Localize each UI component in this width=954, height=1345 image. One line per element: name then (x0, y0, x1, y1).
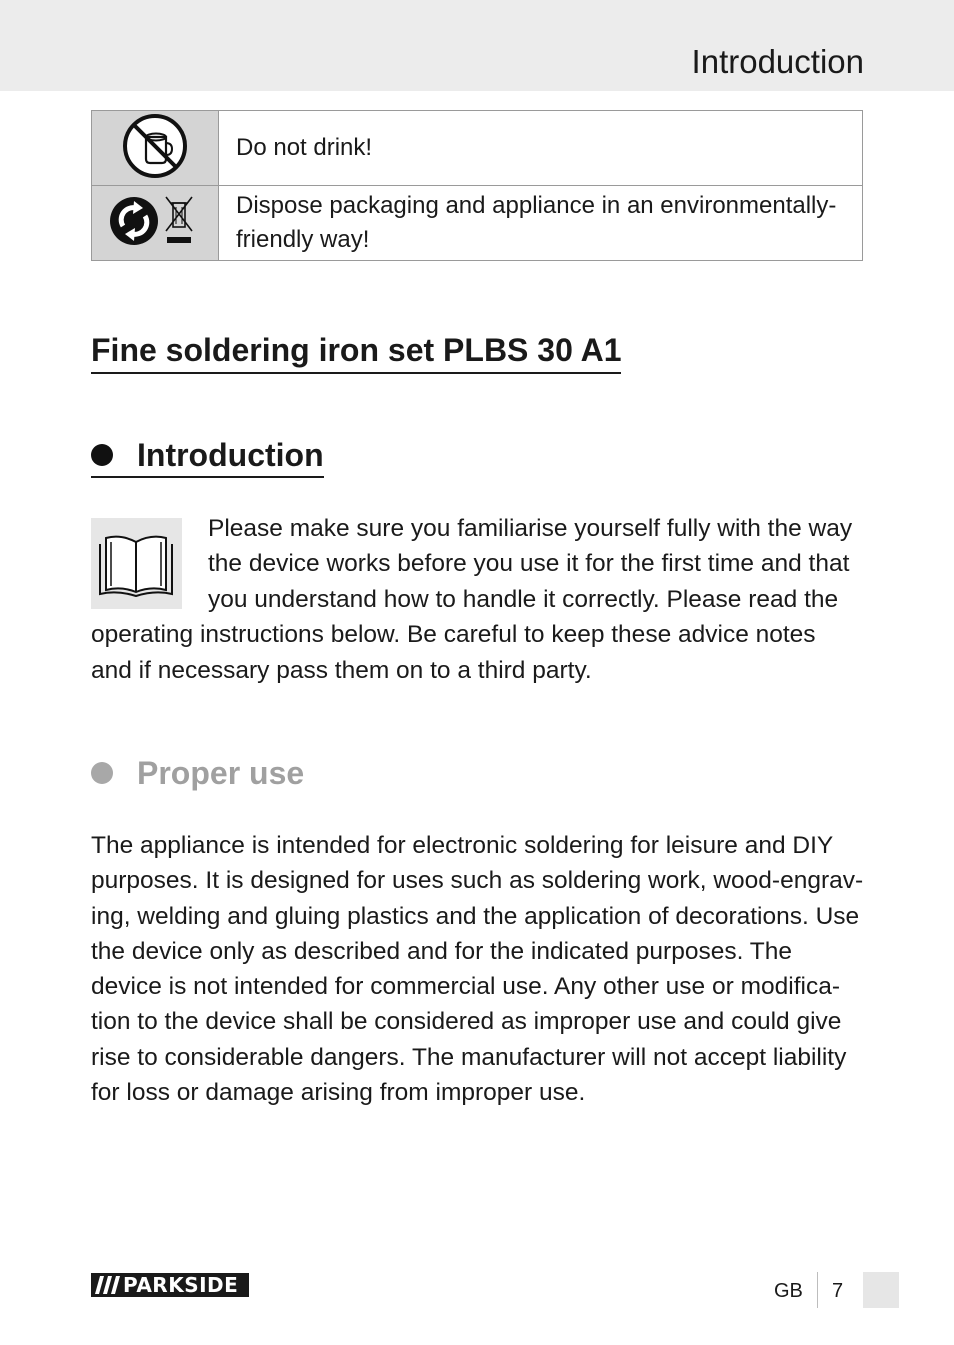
symbol-description: Dispose packaging and appliance in an environmentally-friendly way! (219, 186, 863, 261)
footer-language: GB (774, 1280, 803, 1302)
introduction-text (91, 511, 861, 688)
brand-logo-text: PARKSIDE (123, 1273, 239, 1297)
page-tab-marker (863, 1272, 899, 1308)
recycling-and-weee-icon (110, 193, 200, 249)
no-drinking-icon (122, 113, 188, 179)
open-book-icon (97, 530, 175, 598)
page-header-title: Introduction (691, 43, 864, 80)
footer-divider (817, 1272, 818, 1308)
symbol-row (92, 186, 863, 261)
product-title: Fine soldering iron set PLBS 30 A1 (91, 328, 621, 374)
symbol-description: Do not drink! (219, 111, 863, 186)
proper-use-text: The appliance is intended for electronic soldering for leisure and DIY purposes. It is designed for uses such as soldering work, wood-engrav-ing, welding and gluing plastics and the application of decorations. Use the device only as described and for the indicated purposes. The device is not intended for commercial use. Any other use or modifica-tion to the device shall be considered as improper use and could give rise to considerable dangers. The manufacturer will not accept liability for loss or damage arising from improper use. (91, 832, 864, 1107)
symbol-table (91, 110, 863, 261)
section-heading-label: Proper use (137, 755, 305, 791)
logo-stripes-icon (95, 1276, 121, 1294)
brand-logo (91, 1273, 249, 1297)
section-heading-proper-use (91, 752, 304, 794)
section-heading-label: Introduction (137, 437, 324, 473)
bullet-icon (91, 762, 113, 784)
bullet-icon (91, 444, 113, 466)
open-book-icon-box (91, 518, 182, 609)
introduction-body: Please make sure you familiarise yourself fully with the way the device works before you use it for the first time and that you understand how to handle it correctly. Please read the operating instructions below. Be careful to keep these advice notes and if necessary pass them on to a third party. (91, 515, 853, 684)
symbol-icon-cell (92, 111, 219, 186)
page-number: 7 (832, 1280, 844, 1302)
section-heading-introduction (91, 434, 324, 478)
symbol-row (92, 111, 863, 186)
symbol-icon-cell (92, 186, 219, 261)
